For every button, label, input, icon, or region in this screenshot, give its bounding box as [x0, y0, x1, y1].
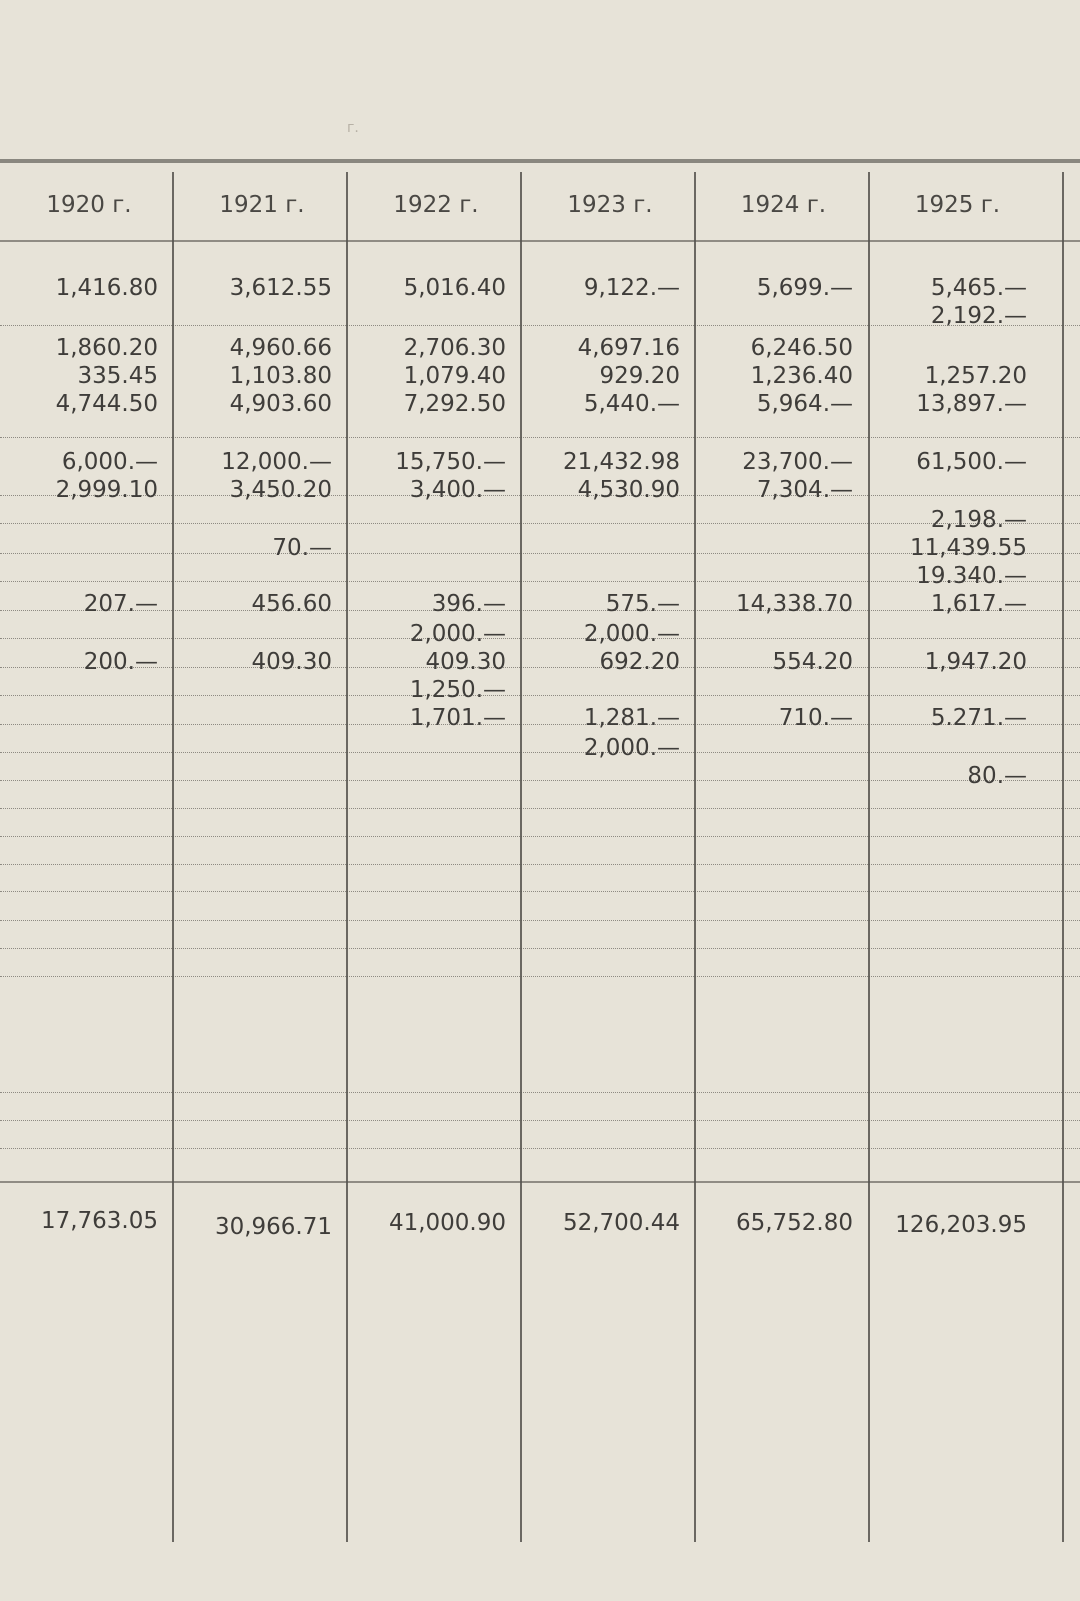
column-header: 1921 г. — [219, 192, 305, 218]
total-cell: 65,752.80 — [735, 1210, 853, 1236]
dotted-rule — [0, 695, 1080, 696]
dotted-rule — [0, 1120, 1080, 1121]
faint-mark: г. — [347, 120, 359, 136]
ledger-cell: 19.340.— — [916, 563, 1027, 589]
ledger-cell: 2,000.— — [583, 735, 680, 761]
ledger-cell: 4,960.66 — [229, 335, 332, 361]
ledger-cell: 409.30 — [425, 649, 506, 675]
ledger-cell: 456.60 — [251, 591, 332, 617]
dotted-rule — [0, 920, 1080, 921]
column-header: 1923 г. — [567, 192, 653, 218]
ledger-cell: 15,750.— — [395, 449, 506, 475]
ledger-cell: 1,701.— — [409, 705, 506, 731]
ledger-cell: 396.— — [431, 591, 506, 617]
column-header: 1920 г. — [46, 192, 132, 218]
ledger-cell: 3,400.— — [409, 477, 506, 503]
dotted-rule — [0, 437, 1080, 438]
ledger-cell: 21,432.98 — [562, 449, 680, 475]
column-header: 1922 г. — [393, 192, 479, 218]
top-rule — [0, 159, 1080, 163]
ledger-cell: 1,860.20 — [55, 335, 158, 361]
ledger-cell: 4,903.60 — [229, 391, 332, 417]
ledger-cell: 710.— — [778, 705, 853, 731]
ledger-cell: 1,281.— — [583, 705, 680, 731]
dotted-rule — [0, 891, 1080, 892]
ledger-cell: 23,700.— — [742, 449, 853, 475]
ledger-cell: 200.— — [83, 649, 158, 675]
ledger-cell: 554.20 — [772, 649, 853, 675]
header-rule — [0, 240, 1080, 242]
ledger-cell: 6,246.50 — [750, 335, 853, 361]
ledger-cell: 4,530.90 — [577, 477, 680, 503]
ledger-cell: 1,250.— — [409, 677, 506, 703]
ledger-cell: 4,697.16 — [577, 335, 680, 361]
ledger-cell: 335.45 — [77, 363, 158, 389]
ledger-cell: 2,000.— — [583, 621, 680, 647]
column-header: 1925 г. — [914, 192, 1001, 218]
ledger-cell: 2,000.— — [409, 621, 506, 647]
ledger-cell: 692.20 — [599, 649, 680, 675]
ledger-cell: 2,706.30 — [403, 335, 506, 361]
ledger-cell: 80.— — [967, 763, 1027, 789]
ledger-cell: 2,192.— — [930, 303, 1027, 329]
ledger-cell: 3,612.55 — [229, 275, 332, 301]
ledger-cell: 7,292.50 — [403, 391, 506, 417]
ledger-cell: 14,338.70 — [735, 591, 853, 617]
ledger-cell: 1,617.— — [930, 591, 1027, 617]
ledger-cell: 1,079.40 — [403, 363, 506, 389]
dotted-rule — [0, 948, 1080, 949]
ledger-cell: 11,439.55 — [909, 535, 1027, 561]
dotted-rule — [0, 864, 1080, 865]
column-divider — [1062, 172, 1064, 1542]
ledger-cell: 61,500.— — [916, 449, 1027, 475]
ledger-cell: 6,000.— — [61, 449, 158, 475]
ledger-cell: 575.— — [605, 591, 680, 617]
ledger-cell: 929.20 — [599, 363, 680, 389]
total-rule — [0, 1181, 1080, 1183]
ledger-cell: 1,416.80 — [55, 275, 158, 301]
ledger-cell: 13,897.— — [916, 391, 1027, 417]
dotted-rule — [0, 808, 1080, 809]
ledger-cell: 5,465.— — [930, 275, 1027, 301]
ledger-cell: 3,450.20 — [229, 477, 332, 503]
ledger-cell: 9,122.— — [583, 275, 680, 301]
ledger-cell: 7,304.— — [756, 477, 853, 503]
ledger-cell: 4,744.50 — [55, 391, 158, 417]
ledger-cell: 5,016.40 — [403, 275, 506, 301]
ledger-cell: 1,103.80 — [229, 363, 332, 389]
ledger-cell: 1,257.20 — [924, 363, 1027, 389]
total-cell: 52,700.44 — [562, 1210, 680, 1236]
ledger-cell: 12,000.— — [221, 449, 332, 475]
ledger-cell: 1,947.20 — [924, 649, 1027, 675]
ledger-cell: 409.30 — [251, 649, 332, 675]
ledger-cell: 2,999.10 — [55, 477, 158, 503]
ledger-cell: 70.— — [272, 535, 332, 561]
ledger-cell: 5,440.— — [583, 391, 680, 417]
dotted-rule — [0, 1148, 1080, 1149]
total-cell: 126,203.95 — [895, 1212, 1027, 1238]
ledger-cell: 5,699.— — [756, 275, 853, 301]
column-header: 1924 г. — [740, 192, 827, 218]
ledger-cell: 2,198.— — [930, 507, 1027, 533]
dotted-rule — [0, 836, 1080, 837]
dotted-rule — [0, 976, 1080, 977]
ledger-cell: 5,964.— — [756, 391, 853, 417]
total-cell: 30,966.71 — [214, 1214, 332, 1240]
dotted-rule — [0, 1092, 1080, 1093]
ledger-cell: 207.— — [83, 591, 158, 617]
ledger-cell: 1,236.40 — [750, 363, 853, 389]
total-cell: 17,763.05 — [40, 1208, 158, 1234]
total-cell: 41,000.90 — [388, 1210, 506, 1236]
ledger-cell: 5.271.— — [930, 705, 1027, 731]
